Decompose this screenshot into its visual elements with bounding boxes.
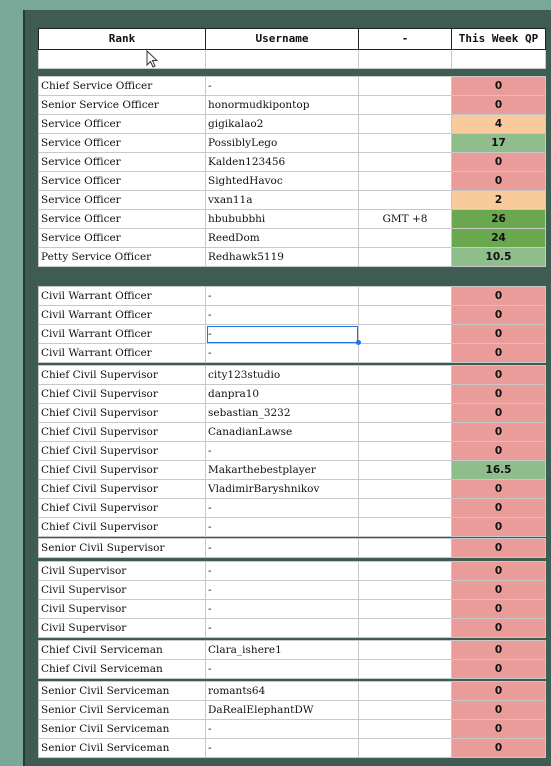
rank-cell[interactable]: Service Officer [39, 210, 206, 229]
rank-cell[interactable]: Civil Supervisor [39, 581, 206, 600]
rank-cell[interactable]: Service Officer [39, 134, 206, 153]
qp-cell[interactable]: 0 [452, 77, 546, 96]
timezone-cell[interactable] [359, 739, 452, 758]
username-cell[interactable]: - [206, 562, 359, 581]
username-cell[interactable]: - [206, 499, 359, 518]
rank-cell[interactable]: Civil Warrant Officer [39, 325, 206, 344]
rank-cell[interactable]: Civil Supervisor [39, 600, 206, 619]
table-row [39, 404, 546, 423]
timezone-cell[interactable] [359, 229, 452, 248]
table-row [39, 115, 546, 134]
rank-cell[interactable]: Senior Civil Serviceman [39, 720, 206, 739]
timezone-cell[interactable] [359, 306, 452, 325]
qp-cell[interactable]: 2 [452, 191, 546, 210]
qp-cell[interactable]: 0 [452, 600, 546, 619]
rank-group-table [38, 76, 546, 267]
rank-cell[interactable]: Chief Civil Supervisor [39, 480, 206, 499]
qp-cell[interactable]: 0 [452, 539, 546, 558]
table-row [39, 480, 546, 499]
timezone-cell[interactable] [359, 600, 452, 619]
rank-group-table [38, 681, 546, 758]
header-qp[interactable]: This Week QP [452, 29, 546, 50]
username-cell[interactable]: romants64 [206, 682, 359, 701]
timezone-cell[interactable] [359, 641, 452, 660]
table-row [39, 600, 546, 619]
qp-cell[interactable]: 0 [452, 344, 546, 363]
qp-cell[interactable]: 17 [452, 134, 546, 153]
timezone-cell[interactable] [359, 366, 452, 385]
timezone-cell[interactable] [359, 539, 452, 558]
table-row [39, 619, 546, 638]
table-row [39, 385, 546, 404]
qp-cell[interactable]: 0 [452, 287, 546, 306]
table-row [39, 720, 546, 739]
qp-cell[interactable]: 0 [452, 366, 546, 385]
table-row [39, 562, 546, 581]
table-row [39, 229, 546, 248]
rank-group-table [38, 538, 546, 558]
username-cell[interactable]: - [206, 306, 359, 325]
username-cell[interactable]: city123studio [206, 366, 359, 385]
qp-cell[interactable]: 0 [452, 404, 546, 423]
timezone-cell[interactable] [359, 518, 452, 537]
timezone-cell[interactable] [359, 325, 452, 344]
rank-cell[interactable]: Service Officer [39, 229, 206, 248]
rank-cell[interactable]: Civil Supervisor [39, 562, 206, 581]
username-cell[interactable]: - [206, 619, 359, 638]
qp-cell[interactable]: 0 [452, 581, 546, 600]
username-cell[interactable]: - [206, 739, 359, 758]
qp-cell[interactable]: 0 [452, 442, 546, 461]
timezone-cell[interactable] [359, 562, 452, 581]
timezone-cell[interactable] [359, 720, 452, 739]
timezone-cell[interactable] [359, 96, 452, 115]
rank-cell[interactable]: Service Officer [39, 172, 206, 191]
qp-cell[interactable]: 24 [452, 229, 546, 248]
rank-cell[interactable]: Chief Civil Supervisor [39, 518, 206, 537]
username-cell[interactable]: - [206, 518, 359, 537]
rank-cell[interactable]: Chief Civil Supervisor [39, 423, 206, 442]
username-cell[interactable]: - [206, 287, 359, 306]
timezone-cell[interactable] [359, 344, 452, 363]
qp-cell[interactable]: 0 [452, 682, 546, 701]
qp-cell[interactable]: 10.5 [452, 248, 546, 267]
timezone-cell[interactable] [359, 619, 452, 638]
timezone-cell[interactable] [359, 442, 452, 461]
timezone-cell[interactable] [359, 660, 452, 679]
rank-cell[interactable]: Petty Service Officer [39, 248, 206, 267]
username-cell[interactable]: - [206, 581, 359, 600]
rank-cell[interactable]: Chief Civil Supervisor [39, 404, 206, 423]
blank-cell[interactable] [39, 50, 206, 69]
timezone-cell[interactable] [359, 385, 452, 404]
timezone-cell[interactable] [359, 404, 452, 423]
qp-cell[interactable]: 0 [452, 480, 546, 499]
qp-cell[interactable]: 0 [452, 720, 546, 739]
timezone-cell[interactable] [359, 423, 452, 442]
rank-cell[interactable]: Chief Civil Supervisor [39, 461, 206, 480]
qp-cell[interactable]: 16.5 [452, 461, 546, 480]
rank-cell[interactable]: Senior Civil Serviceman [39, 701, 206, 720]
timezone-cell[interactable] [359, 248, 452, 267]
username-cell[interactable]: - [206, 325, 359, 344]
table-row [39, 191, 546, 210]
username-cell[interactable]: honormudkipontop [206, 96, 359, 115]
table-row [39, 153, 546, 172]
table-row [39, 442, 546, 461]
username-cell[interactable]: Makarthebestplayer [206, 461, 359, 480]
rank-group-table [38, 640, 546, 679]
rank-cell[interactable]: Senior Civil Serviceman [39, 682, 206, 701]
qp-cell[interactable]: 0 [452, 499, 546, 518]
timezone-cell[interactable] [359, 287, 452, 306]
username-cell[interactable]: - [206, 77, 359, 96]
rank-cell[interactable]: Chief Civil Supervisor [39, 499, 206, 518]
username-cell[interactable]: CanadianLawse [206, 423, 359, 442]
rank-cell[interactable]: Senior Civil Serviceman [39, 739, 206, 758]
username-cell[interactable]: - [206, 344, 359, 363]
timezone-cell[interactable] [359, 172, 452, 191]
qp-cell[interactable]: 0 [452, 562, 546, 581]
username-cell[interactable]: - [206, 600, 359, 619]
qp-cell[interactable]: 0 [452, 739, 546, 758]
rank-cell[interactable]: Civil Warrant Officer [39, 287, 206, 306]
qp-cell[interactable]: 0 [452, 641, 546, 660]
username-cell[interactable]: - [206, 539, 359, 558]
rank-cell[interactable]: Senior Civil Supervisor [39, 539, 206, 558]
rank-cell[interactable]: Senior Service Officer [39, 96, 206, 115]
timezone-cell[interactable] [359, 701, 452, 720]
rank-cell[interactable]: Service Officer [39, 115, 206, 134]
selection-fill-handle[interactable] [356, 340, 361, 345]
timezone-cell[interactable] [359, 581, 452, 600]
qp-cell[interactable]: 0 [452, 518, 546, 537]
username-cell[interactable]: danpra10 [206, 385, 359, 404]
rank-cell[interactable]: Civil Warrant Officer [39, 344, 206, 363]
timezone-cell[interactable] [359, 77, 452, 96]
table-row [39, 499, 546, 518]
table-row [39, 77, 546, 96]
rank-cell[interactable]: Chief Service Officer [39, 77, 206, 96]
rank-group-table [38, 561, 546, 638]
qp-cell[interactable]: 0 [452, 172, 546, 191]
table-row [39, 682, 546, 701]
qp-cell[interactable]: 0 [452, 96, 546, 115]
qp-cell[interactable]: 0 [452, 385, 546, 404]
username-cell[interactable]: - [206, 442, 359, 461]
table-row [39, 306, 546, 325]
qp-cell[interactable]: 0 [452, 423, 546, 442]
header-timezone[interactable]: - [359, 29, 452, 50]
table-row [39, 660, 546, 679]
table-row [39, 461, 546, 480]
table-row [39, 96, 546, 115]
timezone-cell[interactable] [359, 682, 452, 701]
table-row [39, 172, 546, 191]
timezone-cell[interactable] [359, 499, 452, 518]
username-cell[interactable]: - [206, 660, 359, 679]
timezone-cell[interactable] [359, 115, 452, 134]
username-cell[interactable]: PossiblyLego [206, 134, 359, 153]
username-cell[interactable]: hbububbhi [206, 210, 359, 229]
table-row [39, 287, 546, 306]
blank-cell[interactable] [206, 50, 359, 69]
header-row [38, 28, 546, 69]
username-cell[interactable]: Redhawk5119 [206, 248, 359, 267]
rank-group-table [38, 365, 546, 537]
username-cell[interactable]: sebastian_3232 [206, 404, 359, 423]
username-cell[interactable]: DaRealElephantDW [206, 701, 359, 720]
rank-cell[interactable]: Chief Civil Serviceman [39, 660, 206, 679]
qp-cell[interactable]: 0 [452, 325, 546, 344]
username-cell[interactable]: ReedDom [206, 229, 359, 248]
table-row [39, 423, 546, 442]
qp-cell[interactable]: 4 [452, 115, 546, 134]
table-row [39, 581, 546, 600]
timezone-cell[interactable] [359, 153, 452, 172]
qp-cell[interactable]: 0 [452, 619, 546, 638]
timezone-cell[interactable] [359, 461, 452, 480]
rank-cell[interactable]: Civil Supervisor [39, 619, 206, 638]
header-rank[interactable]: Rank [39, 29, 206, 50]
rank-cell[interactable]: Service Officer [39, 153, 206, 172]
qp-cell[interactable]: 0 [452, 306, 546, 325]
username-cell[interactable]: Kalden123456 [206, 153, 359, 172]
table-row [39, 739, 546, 758]
rank-cell[interactable]: Chief Civil Supervisor [39, 442, 206, 461]
rank-cell[interactable]: Chief Civil Serviceman [39, 641, 206, 660]
rank-cell[interactable]: Chief Civil Supervisor [39, 385, 206, 404]
table-row [39, 518, 546, 537]
table-row [39, 344, 546, 363]
qp-cell[interactable]: 0 [452, 701, 546, 720]
table-row [39, 210, 546, 229]
username-cell[interactable]: Clara_ishere1 [206, 641, 359, 660]
timezone-cell[interactable]: GMT +8 [359, 210, 452, 229]
rank-cell[interactable]: Service Officer [39, 191, 206, 210]
table-row [39, 539, 546, 558]
mouse-cursor-icon [146, 50, 160, 70]
username-cell[interactable]: SightedHavoc [206, 172, 359, 191]
qp-cell[interactable]: 0 [452, 153, 546, 172]
qp-cell[interactable]: 0 [452, 660, 546, 679]
username-cell[interactable]: gigikalao2 [206, 115, 359, 134]
header-username[interactable]: Username [206, 29, 359, 50]
table-row [39, 325, 546, 344]
table-row [39, 366, 546, 385]
table-row [39, 641, 546, 660]
timezone-cell[interactable] [359, 480, 452, 499]
blank-cell[interactable] [452, 50, 546, 69]
username-cell[interactable]: VladimirBaryshnikov [206, 480, 359, 499]
table-row [39, 701, 546, 720]
qp-cell[interactable]: 26 [452, 210, 546, 229]
table-row [39, 134, 546, 153]
table-row [39, 248, 546, 267]
rank-group-table [38, 286, 546, 363]
blank-cell[interactable] [359, 50, 452, 69]
timezone-cell[interactable] [359, 191, 452, 210]
rank-cell[interactable]: Civil Warrant Officer [39, 306, 206, 325]
rank-cell[interactable]: Chief Civil Supervisor [39, 366, 206, 385]
timezone-cell[interactable] [359, 134, 452, 153]
username-cell[interactable]: - [206, 720, 359, 739]
username-cell[interactable]: vxan11a [206, 191, 359, 210]
